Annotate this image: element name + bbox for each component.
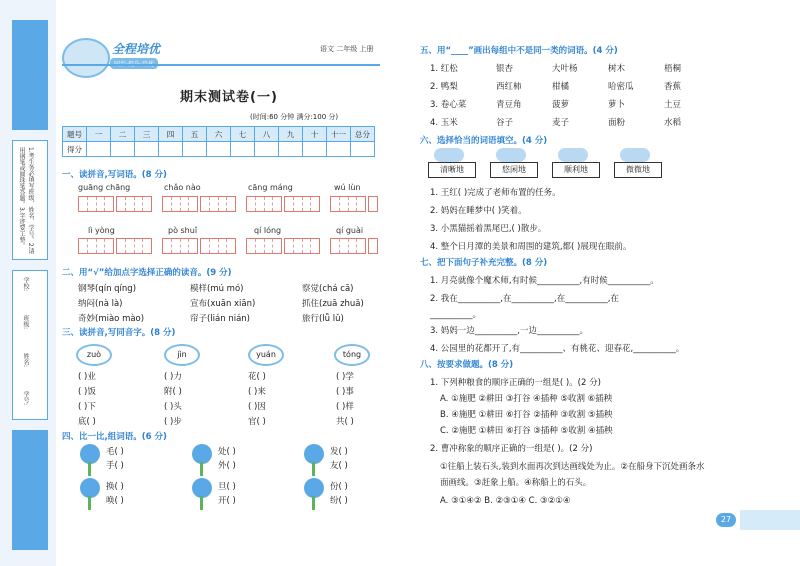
score-cell: 一 xyxy=(87,127,111,142)
pinyin: guāng chāng xyxy=(78,183,131,192)
score-cell: 三 xyxy=(135,127,159,142)
word-option[interactable]: 哈密瓜 xyxy=(608,82,634,92)
writing-grid[interactable] xyxy=(116,196,152,212)
complete-sentence[interactable]: __________。 xyxy=(430,310,482,320)
flower-icon xyxy=(302,444,326,478)
section-8-title: 八、按要求做题。(8 分) xyxy=(420,360,514,370)
writing-grid[interactable] xyxy=(116,238,152,254)
homophone-blank[interactable]: 官( ) xyxy=(248,417,266,427)
reading-choice[interactable]: 抓住(zuā zhuā) xyxy=(302,299,364,309)
pinyin: wú lùn xyxy=(334,183,361,192)
cat-icon xyxy=(620,148,650,162)
flower-icon xyxy=(190,444,214,478)
score-input[interactable] xyxy=(159,142,183,157)
writing-grid[interactable] xyxy=(78,196,114,212)
score-input[interactable] xyxy=(327,142,351,157)
page-edge xyxy=(740,510,800,530)
cat-icon xyxy=(558,148,588,162)
score-input[interactable] xyxy=(111,142,135,157)
homophone-blank[interactable]: ( )头 xyxy=(164,402,182,412)
compare-blank[interactable]: 外( ) xyxy=(218,461,236,471)
flower-icon xyxy=(78,478,102,512)
pinyin-oval: tóng xyxy=(334,344,370,366)
writing-grid[interactable] xyxy=(162,196,198,212)
pinyin: pò shuǐ xyxy=(168,226,198,235)
pinyin: chǎo nào xyxy=(164,183,201,192)
word-option[interactable]: 梧桐 xyxy=(664,64,682,74)
score-cell: 九 xyxy=(279,127,303,142)
reading-choice[interactable]: 帘子(lián nián) xyxy=(190,314,250,324)
score-input[interactable] xyxy=(135,142,159,157)
writing-grid[interactable] xyxy=(200,238,236,254)
compare-blank[interactable]: 毛( ) xyxy=(106,447,124,457)
pinyin: qí lóng xyxy=(254,226,282,235)
fill-sentence[interactable]: 4. 整个日月潭的美景和周围的建筑,都( )展现在眼前。 xyxy=(430,242,632,252)
complete-sentence[interactable]: 2. 我在__________,在__________,在__________,在 xyxy=(430,294,619,304)
writing-grid[interactable] xyxy=(162,238,198,254)
writing-grid[interactable] xyxy=(284,238,320,254)
section-6-title: 六、选择恰当的词语填空。(4 分) xyxy=(420,136,548,146)
compare-blank[interactable]: 份( ) xyxy=(330,482,348,492)
pinyin-oval: zuò xyxy=(76,344,112,366)
label-class: 班级: xyxy=(22,315,29,330)
word-option[interactable]: 柑橘 xyxy=(552,82,570,92)
word-option[interactable]: 菠萝 xyxy=(552,100,570,110)
side-band-top xyxy=(12,20,48,130)
reading-choice[interactable]: 纳闷(nà là) xyxy=(78,299,123,309)
side-band-bottom xyxy=(12,430,48,550)
homophone-blank[interactable]: ( )下 xyxy=(78,402,96,412)
reading-choice[interactable]: 察觉(chá cā) xyxy=(302,284,354,294)
reading-choice[interactable]: 钢琴(qín qíng) xyxy=(78,284,137,294)
word-tag: 顺利地 xyxy=(552,162,600,178)
section-4-title: 四、比一比,组词语。(6 分) xyxy=(62,432,167,442)
word-option[interactable]: 1. 红松 xyxy=(430,64,458,74)
writing-grid[interactable] xyxy=(330,196,366,212)
score-input[interactable] xyxy=(279,142,303,157)
compare-blank[interactable]: 唤( ) xyxy=(106,496,124,506)
brand-title: 全程培优 xyxy=(112,42,161,56)
exam-title: 期末测试卷(一) xyxy=(180,90,278,105)
writing-grid[interactable] xyxy=(78,238,114,254)
section-3-title: 三、读拼音,写同音字。(8 分) xyxy=(62,328,176,338)
writing-grid[interactable] xyxy=(284,196,320,212)
word-option[interactable]: 谷子 xyxy=(496,118,514,128)
word-option[interactable]: 4. 玉米 xyxy=(430,118,458,128)
reading-choice[interactable]: 模样(mú mó) xyxy=(190,284,244,294)
score-input[interactable] xyxy=(303,142,327,157)
notice-panel xyxy=(12,140,48,260)
writing-grid[interactable] xyxy=(246,196,282,212)
homophone-blank[interactable]: ( )步 xyxy=(164,417,182,427)
word-option[interactable]: 土豆 xyxy=(664,100,682,110)
compare-blank[interactable]: 手( ) xyxy=(106,461,124,471)
flower-icon xyxy=(190,478,214,512)
word-option[interactable]: 青豆角 xyxy=(496,100,522,110)
score-input[interactable] xyxy=(351,142,375,157)
score-input[interactable] xyxy=(183,142,207,157)
notice-text: 1.考生务必填写班级、姓名、学号。2.请用钢笔或圆珠笔答题。3.字迹要工整。 xyxy=(18,147,34,255)
writing-grid[interactable] xyxy=(368,238,378,254)
side-strip xyxy=(0,0,56,566)
word-option[interactable]: 树木 xyxy=(608,64,626,74)
score-cell: 十一 xyxy=(327,127,351,142)
score-input[interactable] xyxy=(207,142,231,157)
homophone-blank[interactable]: 共( ) xyxy=(336,417,354,427)
word-tag: 清晰地 xyxy=(428,162,476,178)
writing-grid[interactable] xyxy=(368,196,378,212)
score-table xyxy=(62,126,375,157)
compare-blank[interactable]: 处( ) xyxy=(218,447,236,457)
word-option[interactable]: 面粉 xyxy=(608,118,626,128)
mascot-logo xyxy=(62,38,110,78)
pinyin-oval: jìn xyxy=(164,344,200,366)
score-header-row xyxy=(63,127,375,142)
word-option[interactable]: 水稻 xyxy=(664,118,682,128)
complete-sentence[interactable]: 3. 妈妈一边__________,一边__________。 xyxy=(430,326,589,336)
pinyin-oval: yuán xyxy=(248,344,284,366)
homophone-blank[interactable]: ( )力 xyxy=(164,372,182,382)
homophone-blank[interactable]: ( )学 xyxy=(336,372,354,382)
score-cell: 四 xyxy=(159,127,183,142)
answer-option[interactable]: A. ③①④② B. ②③①④ C. ③②①④ xyxy=(440,496,571,506)
reading-choice[interactable]: 奇妙(miào mào) xyxy=(78,314,145,324)
homophone-blank[interactable]: ( )饭 xyxy=(78,387,96,397)
writing-grid[interactable] xyxy=(330,238,366,254)
word-option[interactable]: 麦子 xyxy=(552,118,570,128)
word-option[interactable]: 2. 鸭梨 xyxy=(430,82,458,92)
score-row-label: 得分 xyxy=(63,142,87,157)
compare-blank[interactable]: 开( ) xyxy=(218,496,236,506)
word-option[interactable]: 银杏 xyxy=(496,64,514,74)
score-cell: 题号 xyxy=(63,127,87,142)
complete-sentence[interactable]: 4. 公园里的花都开了,有__________、有桃花、迎春花,__________。 xyxy=(430,344,685,354)
score-cell: 六 xyxy=(207,127,231,142)
answer-option[interactable]: C. ②施肥 ①耕田 ⑥打谷 ③插种 ⑤收割 ④插秧 xyxy=(440,426,613,436)
fill-sentence[interactable]: 2. 妈妈在睡梦中( )笑着。 xyxy=(430,206,527,216)
fill-sentence[interactable]: 1. 王红( )完成了老师布置的任务。 xyxy=(430,188,561,198)
compare-blank[interactable]: 发( ) xyxy=(330,447,348,457)
flower-icon xyxy=(302,478,326,512)
word-tag: 微微地 xyxy=(614,162,662,178)
score-input[interactable] xyxy=(255,142,279,157)
score-value-row xyxy=(63,142,375,157)
homophone-blank[interactable]: 附( ) xyxy=(164,387,182,397)
question-line: 面画线。③赶象上船。④称船上的石头。 xyxy=(440,478,592,488)
complete-sentence[interactable]: 1. 月亮就像个魔术师,有时候__________,有时候__________。 xyxy=(430,276,659,286)
reading-choice[interactable]: 宣布(xuān xiān) xyxy=(190,299,256,309)
word-option[interactable]: 萝卜 xyxy=(608,100,626,110)
pinyin: cāng máng xyxy=(248,183,293,192)
homophone-blank[interactable]: ( )样 xyxy=(336,402,354,412)
score-cell: 二 xyxy=(111,127,135,142)
answer-option[interactable]: A. ①施肥 ②耕田 ③打谷 ④插种 ⑤收割 ⑥插秧 xyxy=(440,394,613,404)
homophone-blank[interactable]: ( )来 xyxy=(248,387,266,397)
score-cell: 五 xyxy=(183,127,207,142)
answer-option[interactable]: B. ④施肥 ①耕田 ⑥打谷 ②插种 ③收割 ⑤插秧 xyxy=(440,410,613,420)
section-5-title: 五、用“____”画出每组中不是同一类的词语。(4 分) xyxy=(420,46,618,56)
page-number: 27 xyxy=(716,513,736,527)
section-2-title: 二、用“√”给加点字选择正确的读音。(9 分) xyxy=(62,268,232,278)
word-option[interactable]: 大叶杨 xyxy=(552,64,578,74)
homophone-blank[interactable]: ( )事 xyxy=(336,387,354,397)
writing-grid[interactable] xyxy=(246,238,282,254)
label-school: 学校: xyxy=(22,277,29,292)
homophone-blank[interactable]: ( )因 xyxy=(248,402,266,412)
compare-blank[interactable]: 换( ) xyxy=(106,482,124,492)
reading-choice[interactable]: 旅行(lǚ lǔ) xyxy=(302,314,344,324)
label-name: 姓名: xyxy=(22,353,29,368)
word-option[interactable]: 香蕉 xyxy=(664,82,682,92)
fill-sentence[interactable]: 3. 小黑猫摇着黑尾巴,( )散步。 xyxy=(430,224,547,234)
time-score-info: (时间:60 分钟 满分:100 分) xyxy=(250,113,339,121)
brand-subtitle: 同步·提升·培优 xyxy=(110,58,158,69)
pinyin: qí guài xyxy=(336,226,364,235)
word-option[interactable]: 西红柿 xyxy=(496,82,522,92)
score-input[interactable] xyxy=(231,142,255,157)
cat-icon xyxy=(496,148,526,162)
score-cell: 十 xyxy=(303,127,327,142)
student-info-panel xyxy=(12,270,48,420)
question-line: 2. 曹冲称象的顺序正确的一组是( )。(2 分) xyxy=(430,444,593,454)
score-cell: 八 xyxy=(255,127,279,142)
flower-icon xyxy=(78,444,102,478)
compare-blank[interactable]: 纷( ) xyxy=(330,496,348,506)
homophone-blank[interactable]: 底( ) xyxy=(78,417,96,427)
question-line: ①往船上装石头,装到水面再次到达画线处为止。②在船身下沉处画条水 xyxy=(440,462,705,472)
writing-grid[interactable] xyxy=(200,196,236,212)
label-id: 学号: xyxy=(22,391,29,406)
score-input[interactable] xyxy=(87,142,111,157)
score-cell: 七 xyxy=(231,127,255,142)
subject-grade: 语文 二年级 上册 xyxy=(320,45,374,53)
score-cell: 总分 xyxy=(351,127,375,142)
question-line: 1. 下列种粮食的顺序正确的一组是( )。(2 分) xyxy=(430,378,601,388)
compare-blank[interactable]: 旦( ) xyxy=(218,482,236,492)
homophone-blank[interactable]: 花( ) xyxy=(248,372,266,382)
word-option[interactable]: 3. 卷心菜 xyxy=(430,100,467,110)
word-tag: 悠闲地 xyxy=(490,162,538,178)
homophone-blank[interactable]: ( )业 xyxy=(78,372,96,382)
section-1-title: 一、读拼音,写词语。(8 分) xyxy=(62,170,167,180)
cat-icon xyxy=(434,148,464,162)
header-rule xyxy=(62,64,380,66)
compare-blank[interactable]: 友( ) xyxy=(330,461,348,471)
pinyin: lì yòng xyxy=(88,226,115,235)
section-7-title: 七、把下面句子补充完整。(8 分) xyxy=(420,258,548,268)
